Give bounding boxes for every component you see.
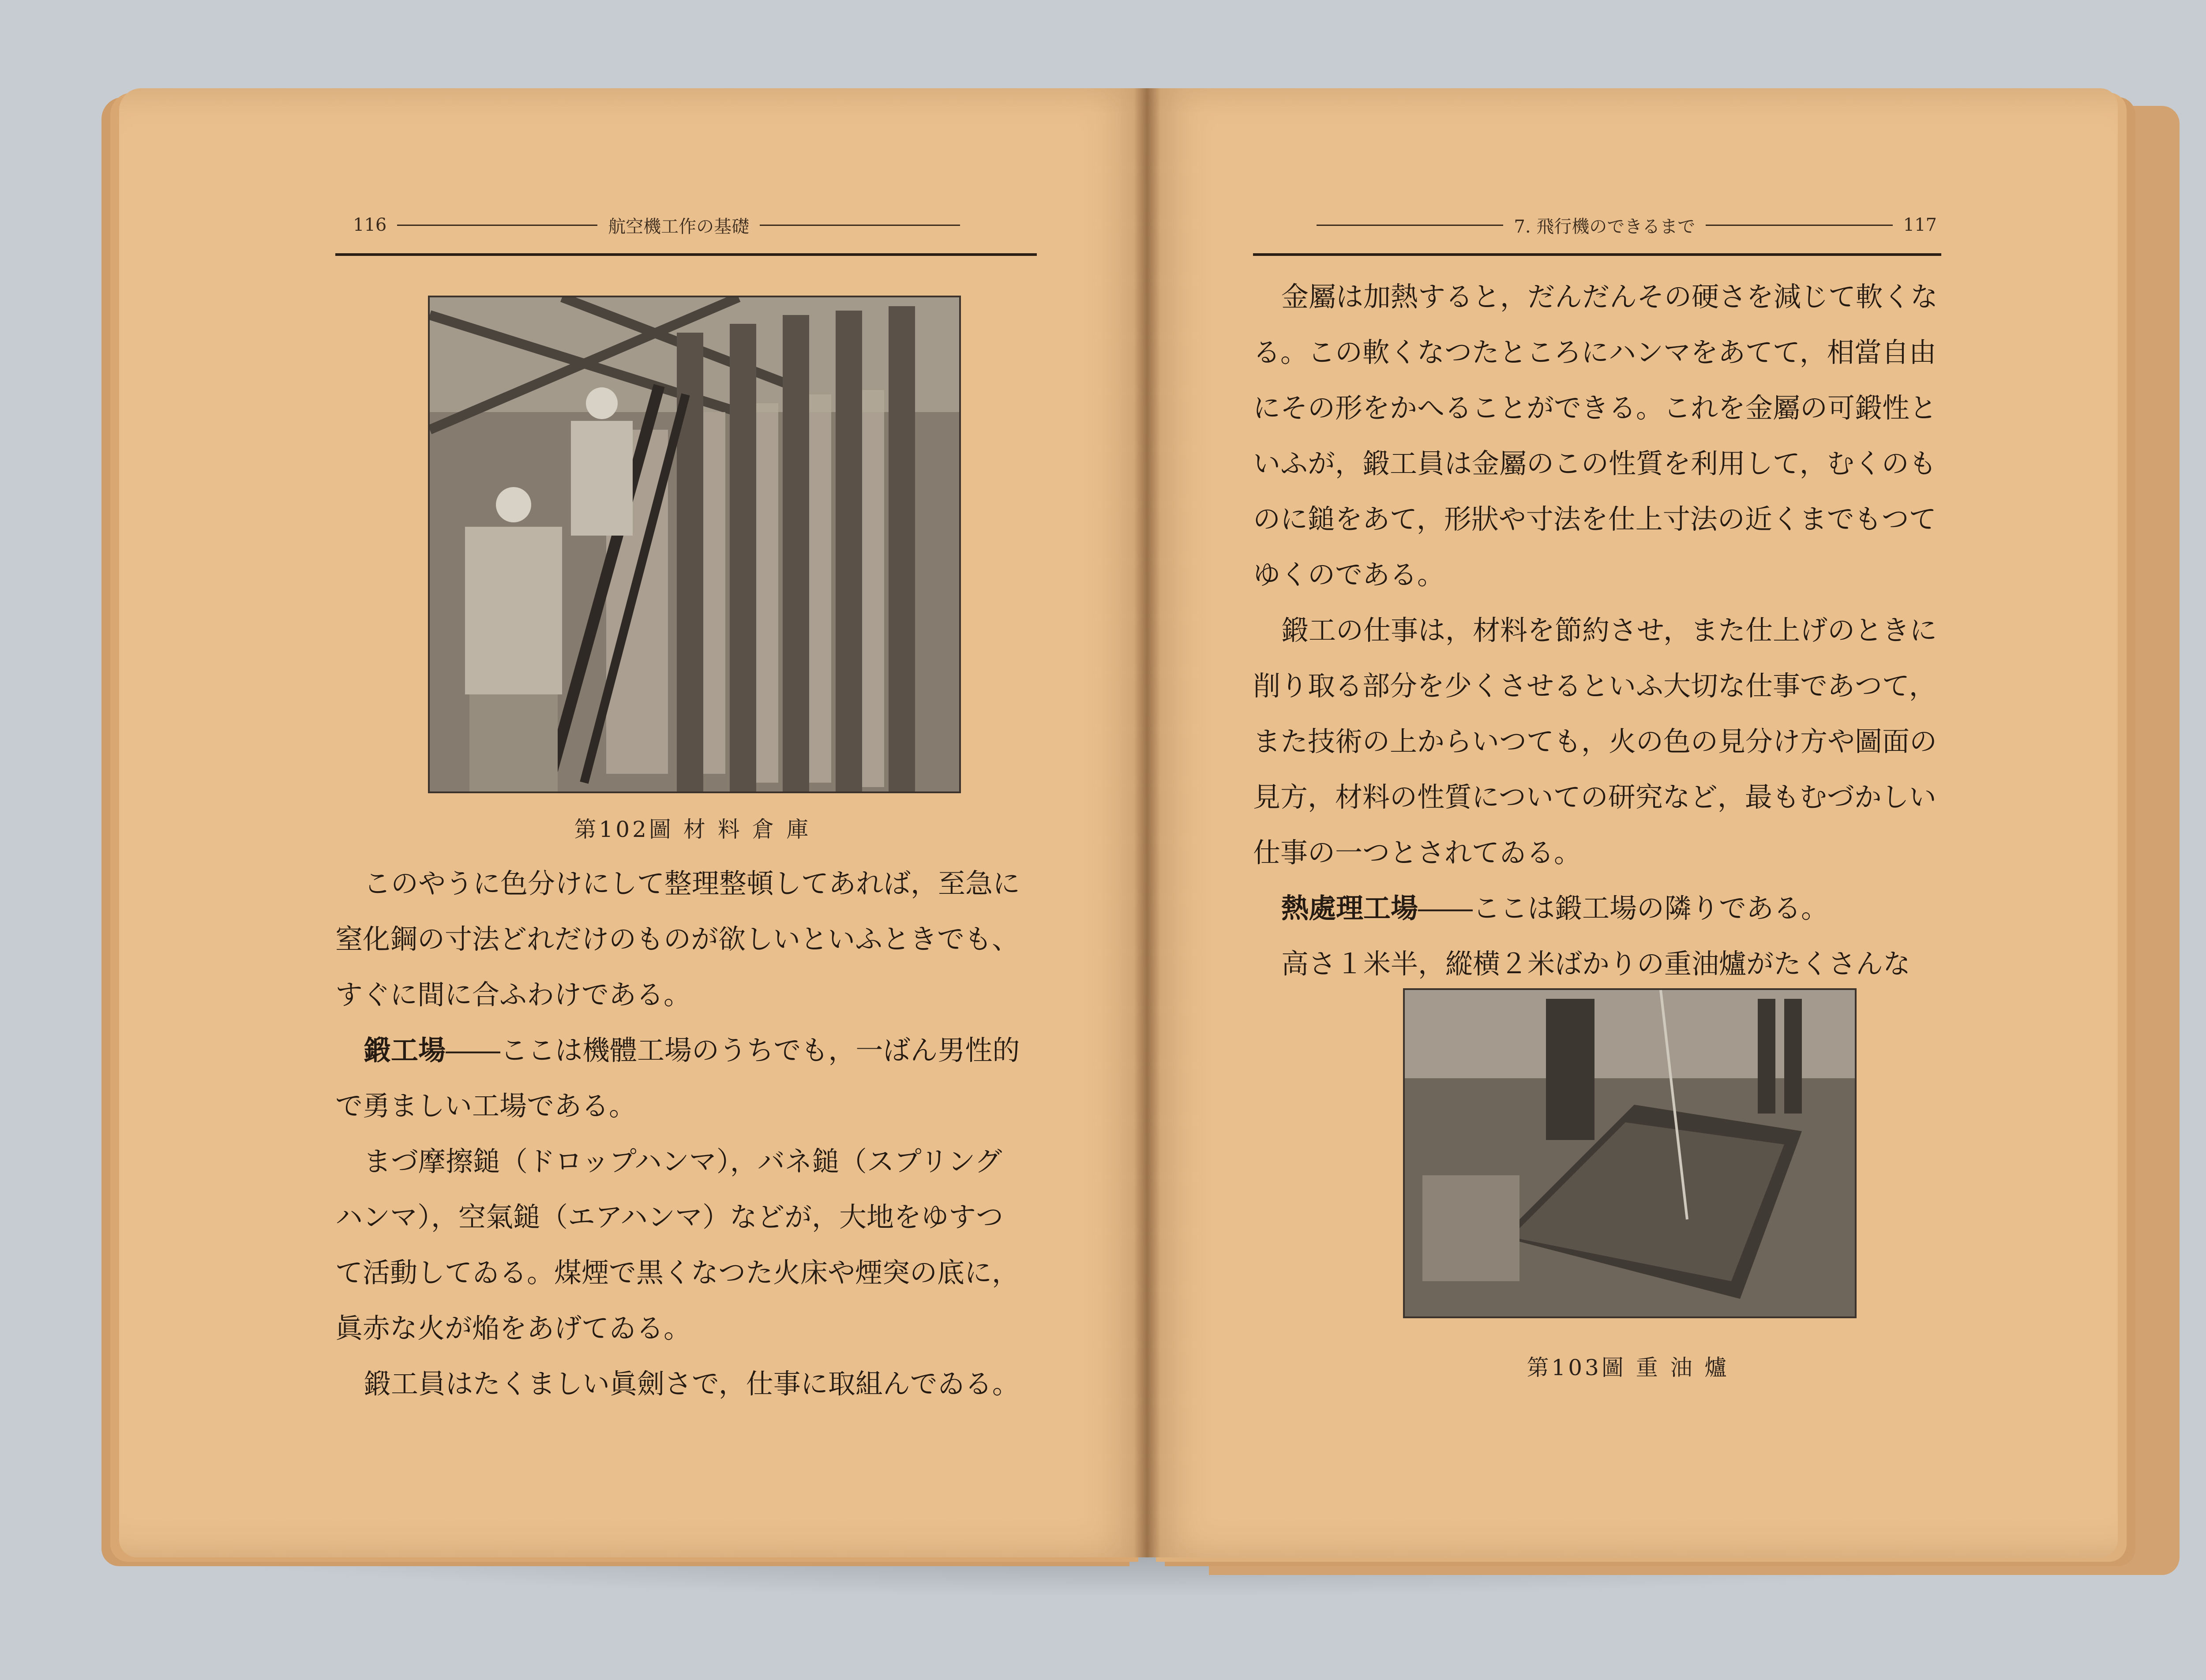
furnace-photo: [1405, 990, 1855, 1316]
warehouse-photo: [430, 297, 959, 791]
figure-102-caption: 第102圖 材 料 倉 庫: [574, 817, 811, 842]
paragraph: 金屬は加熱すると，だんだんその硬さを減じて軟くなる。この軟くなつたところにハンマをあてて，相當自由にその形をかへることができる。これを金屬の可鍛性といふが，鍛工員は金屬のこの性質を利用して，むくのものに鎚をあて，形狀や寸法を仕上寸法の近くまでもつてゆくのである。: [1253, 281, 1938, 591]
figure-103-caption: 第103圖 重 油 爐: [1527, 1355, 1730, 1380]
left-page-number: 116: [353, 215, 387, 235]
right-running-title: 7. 飛行機のできるまで: [1514, 216, 1696, 237]
paragraph: 熱處理工場――ここは鍛工場の隣りである。: [1281, 892, 1829, 924]
head-line: [397, 225, 597, 226]
paragraph: 鍛工員はたくましい眞劍さで，仕事に取組んでゐる。: [364, 1368, 1020, 1400]
left-body-text: [335, 856, 1024, 1412]
section-head: 熱處理工場: [1281, 892, 1418, 924]
head-line: [1706, 225, 1892, 226]
head-line: [760, 225, 960, 226]
paragraph: 高さ１米半，縱横２米ばかりの重油爐がたくさんな: [1281, 948, 1911, 980]
right-page-number: 117: [1903, 215, 1937, 235]
left-running-title: 航空機工作の基礎: [608, 216, 750, 237]
right-head-rule: [1253, 253, 1941, 256]
paragraph: 鍛工場――ここは機體工場のうちでも，一ばん男性的で勇ましい工場である。: [335, 1034, 1020, 1122]
paragraph: このやうに色分けにして整理整頓してあれば，至急に窒化鋼の寸法どれだけのものが欲しいといふときでも、すぐに間に合ふわけである。: [335, 867, 1020, 1011]
right-running-head: [1306, 207, 1937, 243]
book-gutter: [1134, 88, 1160, 1557]
paragraph: 鍛工の仕事は，材料を節約させ，また仕上げのときに削り取る部分を少くさせるといふ大切な仕事であつて，また技術の上からいつても，火の色の見分け方や圖面の見方，材料の性質についての研究など，最もむづかしい仕事の一つとされてゐる。: [1253, 614, 1937, 869]
head-line: [1317, 225, 1503, 226]
left-head-rule: [335, 253, 1037, 256]
figure-102-photo: [428, 296, 961, 793]
left-running-head: [353, 207, 971, 243]
right-body-text: [1253, 269, 1946, 992]
section-head: 鍛工場: [364, 1034, 446, 1066]
figure-103-photo: [1403, 988, 1857, 1318]
paragraph: まづ摩擦鎚（ドロップハンマ），バネ鎚（スプリングハンマ），空氣鎚（エアハンマ）などが，大地をゆすつて活動してゐる。煤煙で黒くなつた火床や煙突の底に，眞赤な火が焔をあげてゐる。: [335, 1145, 1020, 1344]
